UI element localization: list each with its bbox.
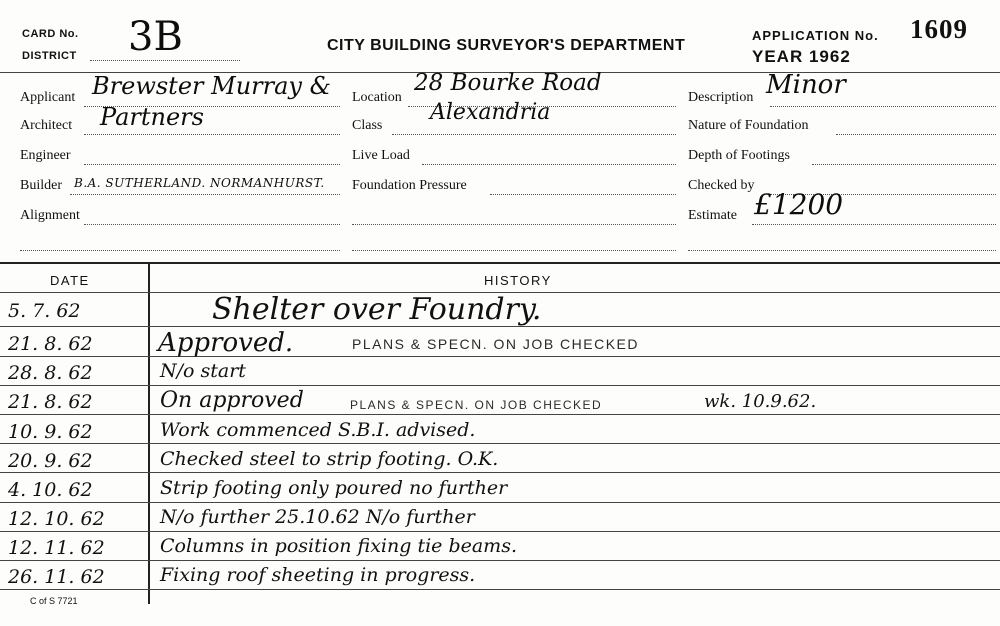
estimate-value: £1200: [754, 188, 844, 221]
description-line: [770, 106, 996, 107]
history-entry: N/o further 25.10.62 N/o further: [160, 506, 475, 528]
middle-extra-line-2: [352, 250, 676, 251]
history-entry: Work commenced S.B.I. advised.: [160, 419, 476, 441]
row-line: [0, 443, 1000, 444]
date-column-divider: [148, 264, 150, 604]
history-date: 20. 9. 62: [8, 450, 93, 472]
alignment-line: [84, 224, 340, 225]
history-stamp: PLANS & SPECN. ON JOB CHECKED: [352, 336, 640, 352]
depth-line: [812, 164, 996, 165]
estimate-line: [752, 224, 996, 225]
history-date: 5. 7. 62: [8, 300, 81, 322]
applicant-value: Brewster Murray &: [92, 72, 331, 100]
row-line: [0, 531, 1000, 532]
applicant-label: Applicant: [20, 90, 76, 105]
application-number: 1609: [910, 14, 968, 44]
history-entry: Checked steel to strip footing. O.K.: [160, 448, 499, 470]
foundation-pressure-line: [490, 194, 676, 195]
card-no-label: CARD No.: [22, 28, 79, 40]
architect-value: Partners: [100, 103, 204, 131]
district-line: [90, 60, 240, 61]
nature-label: Nature of Foundation: [688, 118, 809, 133]
live-load-line: [422, 164, 676, 165]
department-title: CITY BUILDING SURVEYOR'S DEPARTMENT: [327, 37, 686, 54]
middle-extra-line-1: [352, 224, 676, 225]
live-load-label: Live Load: [352, 148, 410, 163]
history-date: 4. 10. 62: [8, 479, 93, 501]
engineer-label: Engineer: [20, 148, 71, 163]
history-entry: Strip footing only poured no further: [160, 477, 508, 499]
history-entry: N/o start: [160, 360, 246, 382]
location-value: 28 Bourke Road: [414, 70, 602, 96]
history-date: 21. 8. 62: [8, 391, 93, 413]
class-label: Class: [352, 118, 383, 133]
row-line: [0, 385, 1000, 386]
class-value: Alexandria: [430, 100, 551, 125]
builder-line: [70, 194, 340, 195]
row-line: [0, 560, 1000, 561]
form-code: C of S 7721: [30, 596, 78, 606]
history-date: 26. 11. 62: [8, 566, 105, 588]
row-line: [0, 414, 1000, 415]
date-header: DATE: [50, 273, 90, 288]
history-date: 12. 10. 62: [8, 508, 105, 530]
nature-line: [836, 134, 996, 135]
application-label: APPLICATION No.: [752, 28, 879, 43]
location-label: Location: [352, 90, 402, 105]
class-line: [392, 134, 676, 135]
builder-value: B.A. SUTHERLAND. NORMANHURST.: [74, 176, 325, 190]
row-line: [0, 356, 1000, 357]
estimate-label: Estimate: [688, 208, 737, 223]
district-label: DISTRICT: [22, 50, 77, 62]
history-entry: Shelter over Foundry.: [212, 292, 542, 327]
left-extra-line: [20, 250, 340, 251]
depth-label: Depth of Footings: [688, 148, 790, 163]
architect-line: [84, 134, 340, 135]
right-extra-line: [688, 250, 996, 251]
district-value: 3B: [128, 14, 183, 60]
checked-label: Checked by: [688, 178, 755, 193]
alignment-label: Alignment: [20, 208, 80, 223]
history-entry: Columns in position fixing tie beams.: [160, 535, 517, 557]
history-entry: Approved.: [158, 328, 294, 358]
row-line: [0, 589, 1000, 590]
history-entry: On approved: [160, 388, 304, 413]
history-top-divider: [0, 262, 1000, 264]
history-date: 28. 8. 62: [8, 362, 93, 384]
row-line: [0, 502, 1000, 503]
builder-label: Builder: [20, 178, 62, 193]
engineer-line: [84, 164, 340, 165]
description-label: Description: [688, 90, 754, 105]
architect-label: Architect: [20, 118, 73, 133]
history-extra: wk. 10.9.62.: [704, 391, 817, 412]
history-date: 21. 8. 62: [8, 333, 93, 355]
year-label: YEAR 1962: [752, 47, 851, 66]
row-line: [0, 472, 1000, 473]
history-stamp: PLANS & SPECN. ON JOB CHECKED: [350, 398, 603, 412]
history-date: 10. 9. 62: [8, 421, 93, 443]
foundation-pressure-label: Foundation Pressure: [352, 178, 467, 193]
description-value: Minor: [766, 70, 846, 100]
history-entry: Fixing roof sheeting in progress.: [160, 564, 476, 586]
history-date: 12. 11. 62: [8, 537, 105, 559]
history-header: HISTORY: [484, 273, 552, 288]
